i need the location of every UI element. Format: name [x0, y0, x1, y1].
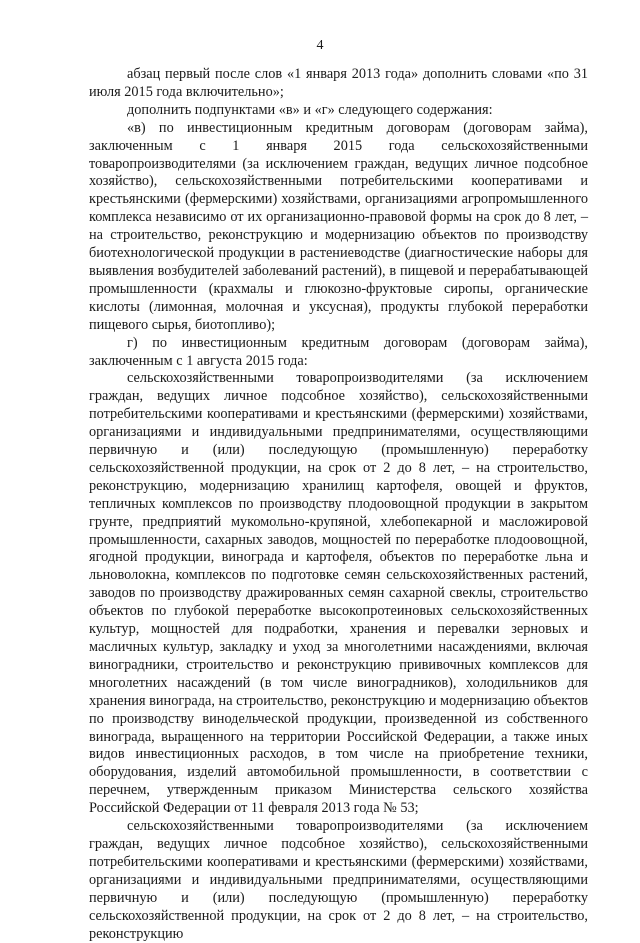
- paragraph-subpoint-g: г) по инвестиционным кредитным договорам (договорам займа), заключенным с 1 августа 2015 года:: [89, 334, 588, 369]
- paragraph-producers-continued: сельскохозяйственными товаропроизводителями (за исключением граждан, ведущих личное подсобное хозяйство), сельскохозяйственными потребительскими кооперативами и крестьянскими (фермерскими) хозяйствами, организациями и индивидуальными предпринимателями, осуществляющими первичную и (или) последующую (промышленную) переработку сельскохозяйственной продукции, на срок от 2 до 8 лет, – на строительство, реконструкцию: [89, 818, 588, 942]
- paragraph-producers-2-8-years: сельскохозяйственными товаропроизводителями (за исключением граждан, ведущих личное подсобное хозяйство), сельскохозяйственными потребительскими кооперативами и крестьянскими (фермерскими) хозяйствами, организациями и индивидуальными предпринимателями, осуществляющими первичную и (или) последующую (промышленную) переработку сельскохозяйственной продукции, на срок от 2 до 8 лет, – на строительство, реконструкцию, модернизацию хранилищ картофеля, овощей и фруктов, тепличных комплексов по производству плодоовощной продукции в закрытом грунте, предприятий мукомольно-крупяной, хлебопекарной и масложировой промышленности, сахарных заводов, мощностей по переработке плодоовощной, ягодной продукции, винограда и картофеля, объектов по переработке льна и льноволокна, комплексов по подготовке семян сельскохозяйственных растений, заводов по производству дражированных семян сахарной свеклы, строительство объектов по глубокой переработке высокопротеиновых сельскохозяйственных культур, мощностей для подработки, хранения и перевалки зерновых и масличных культур, закладку и уход за многолетними насаждениями, включая виноградники, строительство и реконструкцию прививочных комплексов для многолетних насаждений (в том числе виноградников), холодильников для хранения винограда, на строительство, реконструкцию и модернизацию объектов по производству винодельческой продукции, произведенной из собственного винограда, выращенного на территории Российской Федерации, а также иных видов инвестиционных расходов, в том числе на приобретение техники, оборудования, изделий автомобильной промышленности, в соответствии с перечнем, утвержденным приказом Министерства сельского хозяйства Российской Федерации от 11 февраля 2013 года № 53;: [89, 370, 588, 817]
- document-body: [89, 66, 588, 943]
- paragraph-subpoint-v: «в) по инвестиционным кредитным договорам (договорам займа), заключенным с 1 января 2015 года сельскохозяйственными товаропроизводителями (за исключением граждан, ведущих личное подсобное хозяйство), сельскохозяйственными потребительскими кооперативами и крестьянскими (фермерскими) хозяйствами, организациями агропромышленного комплекса независимо от их организационно-правовой формы на срок до 8 лет, – на строительство, реконструкцию и модернизацию объектов по производству биотехнологической продукции в растениеводстве (диагностические наборы для выявления возбудителей заболеваний растений), в пищевой и перерабатывающей промышленности (крахмалы и глюкозно-фруктовые сиропы, органические кислоты (лимонная, молочная и уксусная), продукты глубокой переработки пищевого сырья, биотопливо);: [89, 119, 588, 333]
- paragraph-add-subpoints: дополнить подпунктами «в» и «г» следующего содержания:: [127, 101, 493, 118]
- paragraph-amend-first-abzac: абзац первый после слов «1 января 2013 года» дополнить словами «по 31 июля 2015 года включительно»;: [89, 66, 588, 100]
- page-number: 4: [316, 38, 324, 53]
